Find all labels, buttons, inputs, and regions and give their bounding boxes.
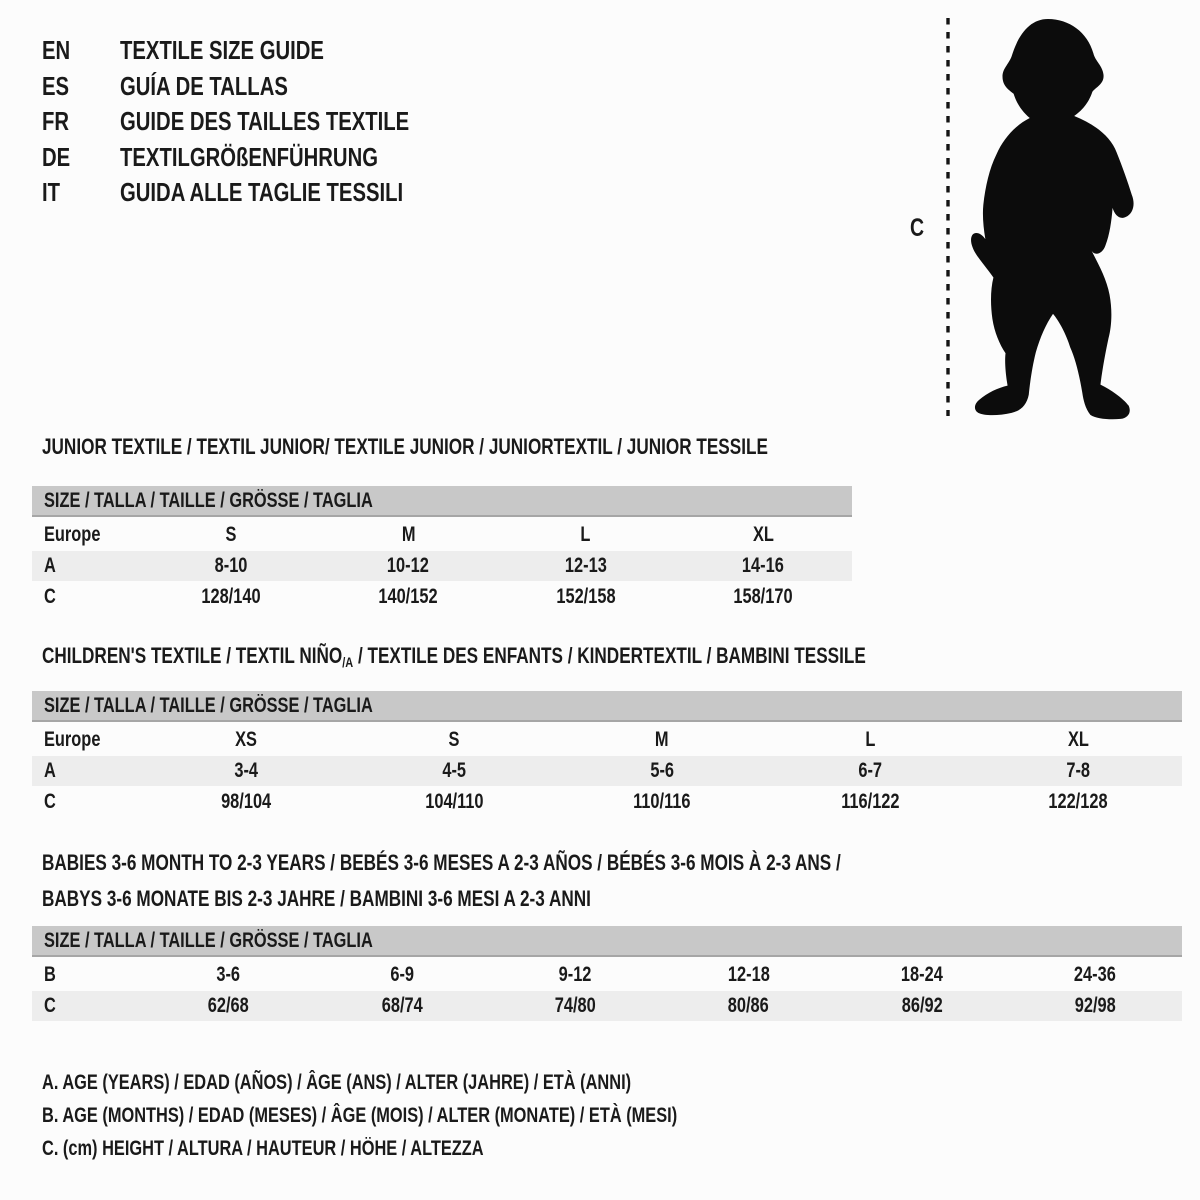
table-row bbox=[32, 960, 1182, 990]
cell: 4-5 bbox=[442, 759, 466, 782]
table-row bbox=[32, 756, 1182, 786]
cell: 122/128 bbox=[1048, 790, 1108, 813]
cell: 18-24 bbox=[901, 963, 943, 986]
cell: 98/104 bbox=[220, 790, 272, 813]
cell: 7-8 bbox=[1066, 759, 1090, 782]
nino-a-subscript: /A bbox=[342, 654, 354, 670]
language-code: ES bbox=[42, 70, 70, 101]
cell: 5-6 bbox=[650, 759, 674, 782]
section-title-babies: BABIES 3-6 MONTH TO 2-3 YEARS / BEBÉS 3-6 MESES A 2-3 AÑOS / BÉBÉS 3-6 MOIS À 2-3 ANS / BABYS 3-6 MONATE BIS 2-3 JAHRE / BAMBINI 3-6 MESI A 2-3 ANNI bbox=[42, 850, 841, 911]
cell: 6-9 bbox=[390, 963, 414, 986]
language-code: EN bbox=[42, 35, 71, 66]
cell: XS bbox=[235, 728, 257, 751]
cell: M bbox=[655, 728, 669, 751]
language-label: TEXTILGRÖßENFÜHRUNG bbox=[120, 141, 378, 172]
row-label: A bbox=[44, 554, 56, 577]
cell: 104/110 bbox=[424, 790, 484, 813]
babies-size-table bbox=[32, 926, 1182, 1022]
cell: 24-36 bbox=[1074, 963, 1117, 986]
language-code: IT bbox=[42, 177, 61, 208]
row-label: B bbox=[44, 963, 56, 986]
cell: 86/92 bbox=[901, 994, 943, 1017]
table-header-bar: SIZE / TALLA / TAILLE / GRÖSSE / TAGLIA bbox=[32, 486, 852, 517]
cell: 10-12 bbox=[387, 554, 430, 577]
row-label: Europe bbox=[44, 728, 101, 751]
cell: 3-4 bbox=[234, 759, 258, 782]
cell: 116/122 bbox=[840, 790, 900, 813]
height-measure-dashed-line bbox=[946, 18, 950, 416]
cell: 140/152 bbox=[378, 585, 438, 608]
table-header-bar: SIZE / TALLA / TAILLE / GRÖSSE / TAGLIA bbox=[32, 691, 1182, 722]
cell: 3-6 bbox=[216, 963, 241, 986]
cell: 9-12 bbox=[558, 963, 592, 986]
row-label: C bbox=[44, 994, 56, 1017]
language-row-it bbox=[42, 175, 491, 211]
cell: M bbox=[401, 523, 416, 546]
language-code: FR bbox=[42, 106, 70, 137]
cell: 92/98 bbox=[1074, 994, 1116, 1017]
table-row bbox=[32, 520, 852, 550]
language-label: GUÍA DE TALLAS bbox=[120, 70, 288, 101]
cell: 74/80 bbox=[554, 994, 596, 1017]
cell: 128/140 bbox=[201, 585, 261, 608]
language-row-es bbox=[42, 69, 491, 105]
legend-line-a: A. AGE (YEARS) / EDAD (AÑOS) / ÂGE (ANS) / ALTER (JAHRE) / ETÀ (ANNI) bbox=[42, 1070, 632, 1094]
junior-size-table bbox=[32, 486, 852, 613]
legend-line-c: C. (cm) HEIGHT / ALTURA / HAUTEUR / HÖHE / ALTEZZA bbox=[42, 1136, 484, 1160]
row-label: A bbox=[44, 759, 56, 782]
baby-silhouette-icon bbox=[962, 13, 1144, 427]
cell: 12-13 bbox=[564, 554, 607, 577]
cell: 12-18 bbox=[727, 963, 770, 986]
language-list bbox=[42, 33, 491, 211]
table-row bbox=[32, 725, 1182, 755]
language-label: TEXTILE SIZE GUIDE bbox=[120, 35, 324, 66]
language-row-fr bbox=[42, 104, 491, 140]
cell: 6-7 bbox=[858, 759, 882, 782]
cell: XL bbox=[1067, 728, 1089, 751]
cell: 80/86 bbox=[728, 994, 770, 1017]
cell: 68/74 bbox=[381, 994, 423, 1017]
language-row-en bbox=[42, 33, 491, 69]
cell: L bbox=[580, 523, 591, 546]
children-size-table bbox=[32, 691, 1182, 818]
row-label: Europe bbox=[44, 523, 101, 546]
table-header-bar: SIZE / TALLA / TAILLE / GRÖSSE / TAGLIA bbox=[32, 926, 1182, 957]
legend bbox=[42, 1066, 856, 1165]
table-row bbox=[32, 551, 852, 581]
height-measure-label: C bbox=[910, 214, 925, 242]
cell: 8-10 bbox=[214, 554, 248, 577]
cell: 158/170 bbox=[733, 585, 793, 608]
cell: 14-16 bbox=[742, 554, 785, 577]
table-row bbox=[32, 787, 1182, 817]
language-code: DE bbox=[42, 141, 71, 172]
cell: S bbox=[225, 523, 237, 546]
cell: 62/68 bbox=[208, 994, 250, 1017]
row-label: C bbox=[44, 790, 56, 813]
cell: XL bbox=[752, 523, 774, 546]
language-label: GUIDE DES TAILLES TEXTILE bbox=[120, 106, 410, 137]
cell: 152/158 bbox=[556, 585, 616, 608]
section-title-junior: JUNIOR TEXTILE / TEXTIL JUNIOR/ TEXTILE JUNIOR / JUNIORTEXTIL / JUNIOR TESSILE bbox=[42, 434, 768, 459]
table-row bbox=[32, 582, 852, 612]
cell: 110/116 bbox=[633, 790, 691, 813]
row-label: C bbox=[44, 585, 56, 608]
cell: S bbox=[448, 728, 460, 751]
language-row-de bbox=[42, 140, 491, 176]
language-label: GUIDA ALLE TAGLIE TESSILI bbox=[120, 177, 404, 208]
legend-line-b: B. AGE (MONTHS) / EDAD (MESES) / ÂGE (MOIS) / ALTER (MONATE) / ETÀ (MESI) bbox=[42, 1103, 678, 1127]
cell: L bbox=[864, 728, 875, 751]
table-row bbox=[32, 991, 1182, 1021]
section-title-children: CHILDREN'S TEXTILE / TEXTIL NIÑO/A / TEXTILE DES ENFANTS / KINDERTEXTIL / BAMBINI TESSILE bbox=[42, 643, 866, 670]
